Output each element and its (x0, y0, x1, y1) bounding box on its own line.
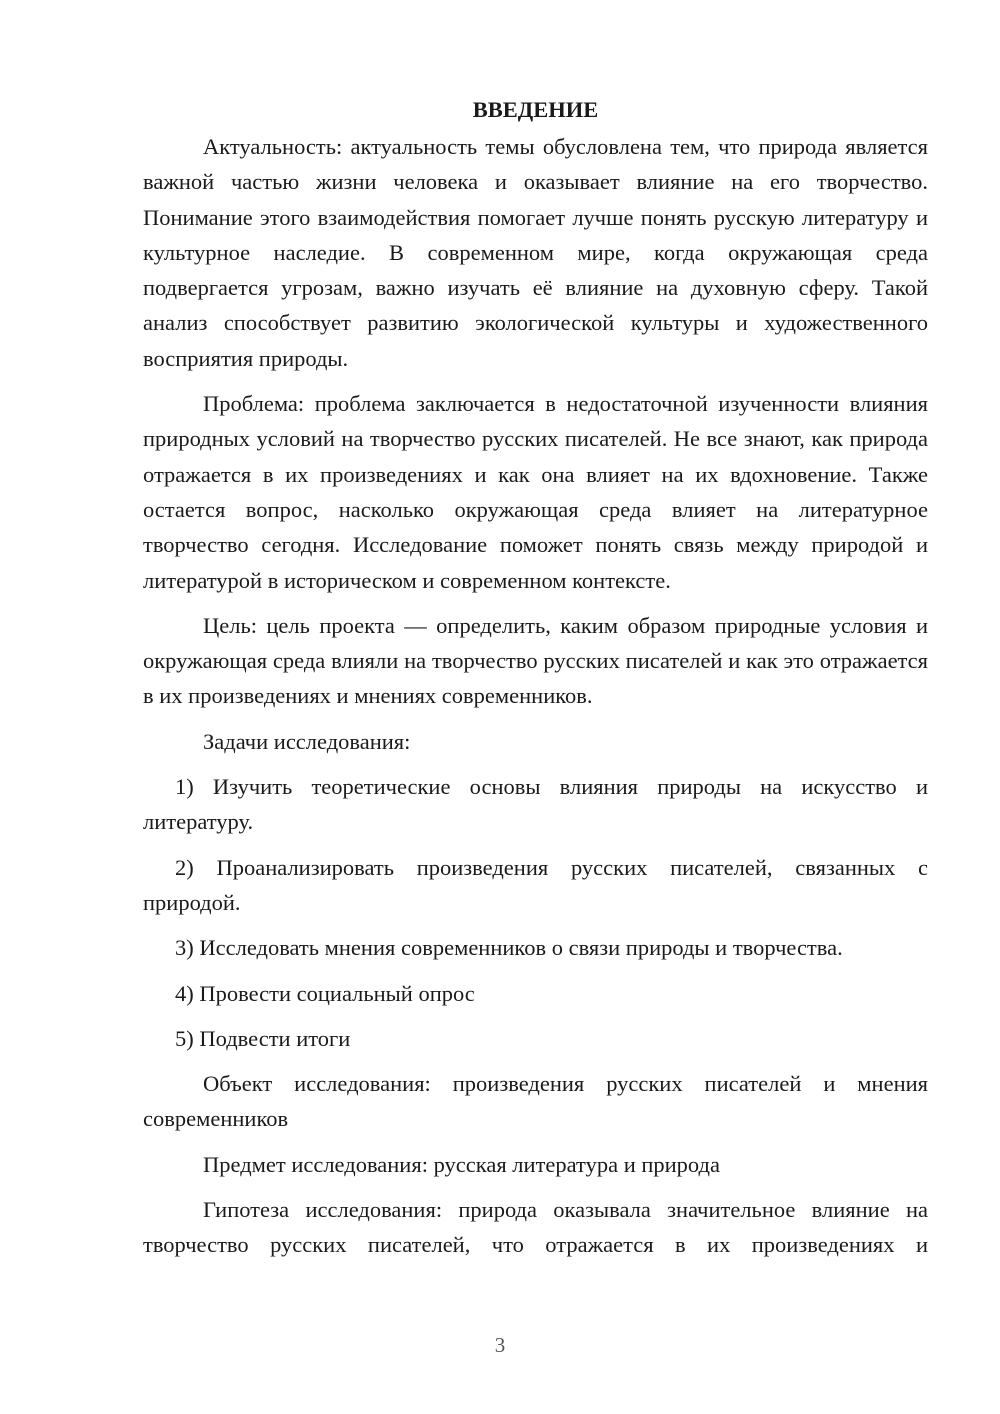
task-item-5: 5) Подвести итоги (175, 1025, 351, 1051)
section-heading: ВВЕДЕНИЕ (472, 97, 599, 122)
hypothesis-paragraph: Гипотеза исследования: природа оказывала значительное влияние на творчество русских писателей, что отражается в их произведениях и (143, 1197, 928, 1258)
object-paragraph: Объект исследования: произведения русских писателей и мнения современников (143, 1071, 928, 1132)
goal-paragraph: Цель: цель проекта — определить, каким образом природные условия и окружающая среда влияли на творчество русских писателей и как это отражается в их произведениях и мнениях современников. (143, 612, 928, 709)
problem-paragraph: Проблема: проблема заключается в недостаточной изученности влияния природных условий на творчество русских писателей. Не все знают, как природа отражается в их произведениях и как она влияет на их вдохновение. Также остается вопрос, насколько окружающая среда влияет на литературное творчество сегодня. Исследование поможет понять связь между природой и литературой в историческом и современном контексте. (143, 391, 928, 593)
task-item-1: 1) Изучить теоретические основы влияния природы на искусство и литературу. (143, 774, 928, 835)
page-content (143, 92, 928, 1273)
task-item-4: 4) Провести социальный опрос (175, 980, 475, 1006)
subject-paragraph: Предмет исследования: русская литература и природа (203, 1151, 720, 1177)
task-item-2: 2) Проанализировать произведения русских писателей, связанных с природой. (143, 854, 928, 915)
task-item-3: 3) Исследовать мнения современников о связи природы и творчества. (175, 935, 843, 961)
relevance-paragraph: Актуальность: актуальность темы обусловлена тем, что природа является важной частью жизни человека и оказывает влияние на его творчество. Понимание этого взаимодействия помогает лучше понять русскую литературу и культурное наследие. В современном мире, когда окружающая среда подвергается угрозам, важно изучать её влияние на духовную сферу. Такой анализ способствует развитию экологической культуры и художественного восприятия природы. (143, 134, 928, 371)
page-number: 3 (494, 1333, 506, 1357)
tasks-title: Задачи исследования: (203, 728, 411, 754)
